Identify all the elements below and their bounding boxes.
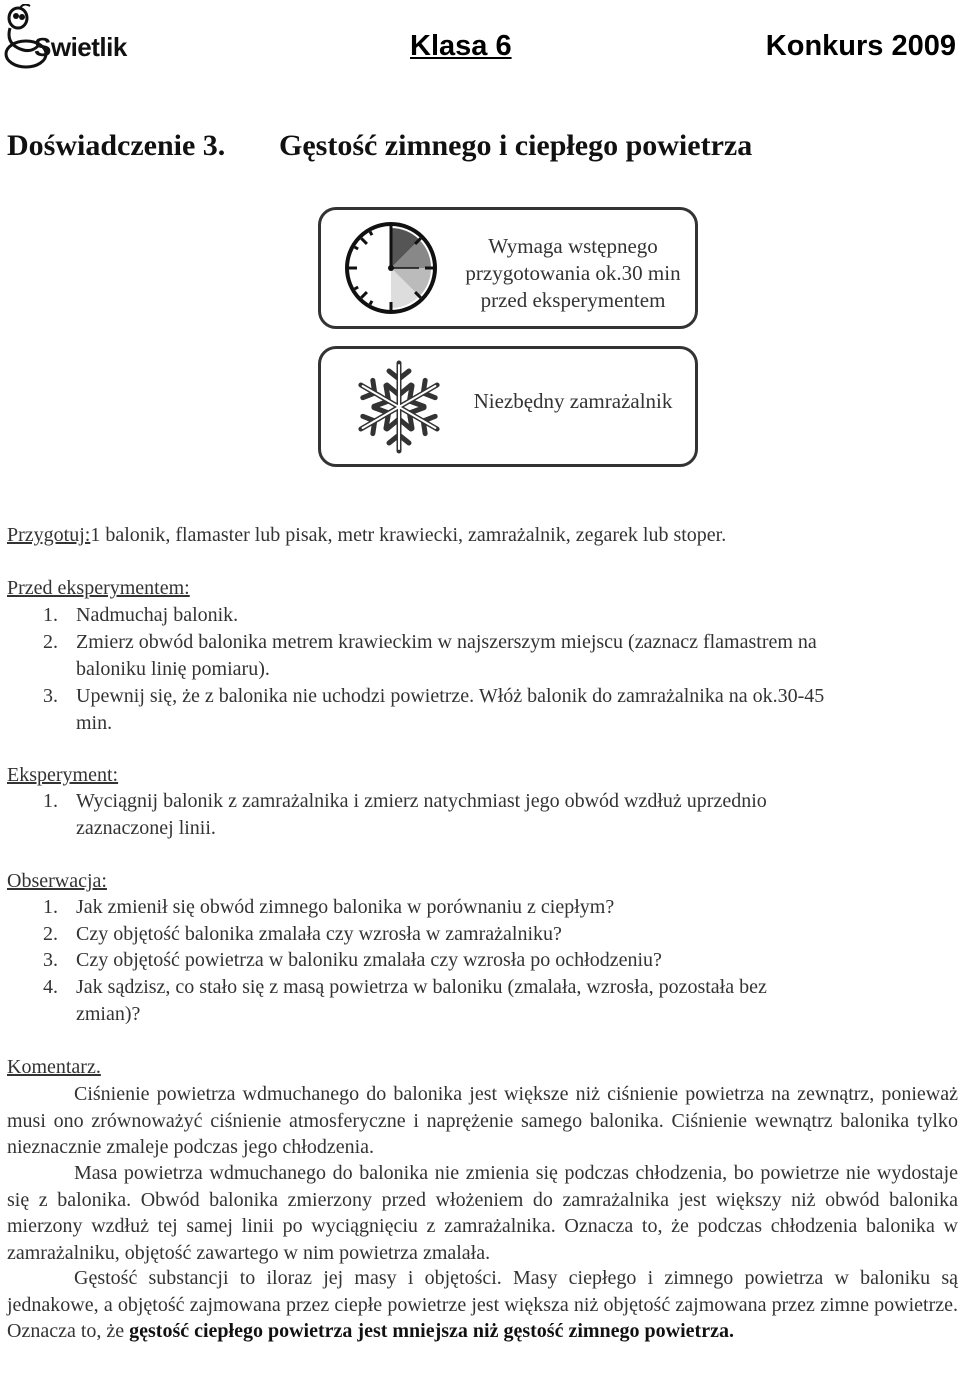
item-line: Wyciągnij balonik z zamrażalnika i zmierz natychmiast jego obwód wzdłuż uprzednio [76, 790, 767, 812]
experiment-heading-text: Eksperyment: [7, 764, 119, 786]
item-line: Nadmuchaj balonik. [76, 604, 239, 626]
paragraph-text: Masa powietrza wdmuchanego do balonika nie zmienia się podczas chłodzenia, bo powietrze nie wydostaje się z balonika. Obwód balonika zmierzony przed włożeniem do zamrażalnika jest większy niż obwód balonika mierzony wzdłuż tej samej linii po wyciągnięciu z zamrażalnika. Oznacza to, że podczas chłodzenia balonika w zamrażalniku, objętość zawartego w nim powietrza zmalała. [7, 1162, 958, 1264]
experiment-heading [7, 762, 954, 789]
before-heading-text: Przed eksperymentem: [7, 577, 190, 599]
item-line: Czy objętość powietrza w baloniku zmalała czy wzrosła po ochłodzeniu? [76, 949, 662, 971]
item-line: Zmierz obwód balonika metrem krawieckim w najszerszym miejscu (zaznacz flamastrem na [76, 631, 817, 653]
list-item [43, 788, 923, 842]
item-number: 1. [43, 896, 58, 918]
paragraph-text: Gęstość substancji to iloraz jej masy i objętości. Masy ciepłego i zimnego powietrza w baloniku są jednakowe, a objętość zajmowana przez ciepłe powietrze jest większa niż objętość zajmowana przez zimne powietrze. Oznacza to, że [7, 1267, 958, 1342]
item-line: zaznaczonej linii. [76, 817, 216, 839]
comment-heading [7, 1054, 954, 1081]
comment-paragraph-1 [7, 1081, 958, 1161]
prep-line: przygotowania ok.30 min [465, 261, 681, 285]
prepare-text: 1 balonik, flamaster lub pisak, metr krawiecki, zamrażalnik, zegarek lub stoper. [90, 524, 727, 546]
conclusion-text: gęstość ciepłego powietrza jest mniejsza niż gęstość zimnego powietrza. [129, 1320, 734, 1342]
observation-heading-text: Obserwacja: [7, 870, 107, 892]
item-number: 1. [43, 790, 58, 812]
observation-heading [7, 868, 954, 895]
item-line: min. [76, 712, 113, 734]
item-line: Jak zmienił się obwód zimnego balonika w porównaniu z ciepłym? [76, 896, 615, 918]
swietlik-logo [4, 4, 127, 70]
item-line: zmian)? [76, 1003, 141, 1025]
freezer-box [318, 346, 698, 467]
before-heading [7, 575, 954, 602]
item-line: Czy objętość balonika zmalała czy wzrosła w zamrażalniku? [76, 923, 562, 945]
list-item [43, 602, 923, 629]
item-number: 2. [43, 631, 58, 653]
item-number: 2. [43, 923, 58, 945]
prep-time-box [318, 207, 698, 329]
experiment-name: Gęstość zimnego i ciepłego powietrza [279, 129, 753, 162]
prep-line: Wymaga wstępnego [488, 234, 658, 258]
class-label: Klasa 6 [410, 30, 512, 62]
prepare-label: Przygotuj: [7, 524, 91, 546]
freezer-text: Niezbędny zamrażalnik [473, 389, 673, 413]
list-item [43, 921, 923, 948]
list-item [43, 894, 923, 921]
list-item [43, 629, 923, 683]
prep-line: przed eksperymentem [480, 288, 666, 312]
prep-time-text [451, 233, 695, 314]
experiment-number: Doświadczenie 3. [7, 129, 226, 162]
list-item [43, 974, 923, 1028]
paragraph-text: Ciśnienie powietrza wdmuchanego do balonika jest większe niż ciśnienie powietrza na zewnątrz, ponieważ musi ono zrównoważyć ciśnienie atmosferyczne i naprężenie samego balonika. Ciśnienie wewnątrz balonika tylko nieznacznie zmaleje podczas jego chłodzenia. [7, 1083, 958, 1158]
comment-paragraph-2 [7, 1160, 958, 1266]
item-line: baloniku linię pomiaru). [76, 658, 270, 680]
experiment-title [7, 129, 752, 163]
item-number: 3. [43, 685, 58, 707]
item-line: Jak sądzisz, co stało się z masą powietrza w baloniku (zmalała, wzrosła, pozostała bez [76, 976, 767, 998]
item-number: 1. [43, 604, 58, 626]
item-number: 4. [43, 976, 58, 998]
snowflake-icon [347, 355, 451, 459]
prepare-line [7, 522, 954, 549]
item-number: 3. [43, 949, 58, 971]
contest-label: Konkurs 2009 [765, 30, 956, 62]
comment-paragraph-3 [7, 1265, 958, 1345]
list-item [43, 683, 923, 737]
logo-text: Swietlik [34, 32, 127, 62]
comment-heading-text: Komentarz. [7, 1056, 101, 1078]
list-item [43, 947, 923, 974]
clock-icon [343, 220, 439, 316]
item-line: Upewnij się, że z balonika nie uchodzi powietrze. Włóż balonik do zamrażalnika na ok.30-45 [76, 685, 825, 707]
